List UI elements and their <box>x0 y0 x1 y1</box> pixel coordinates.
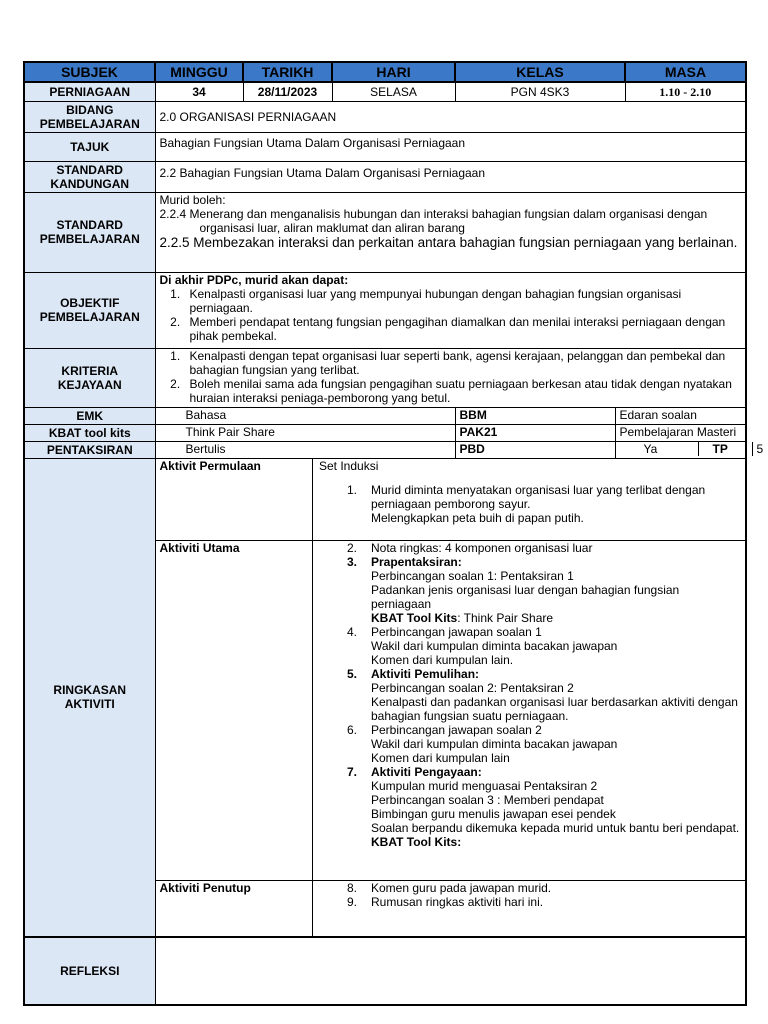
label-objektif: OBJEKTIF PEMBELAJARAN <box>24 272 155 348</box>
value-pak21: Pembelajaran Masteri <box>615 424 746 441</box>
kriteria-item: 1. Kenalpasti dengan tepat organisasi luar seperti bank, agensi kerajaan, pelanggan dan pembekal dan bahagian fungsian yang terlibat. <box>184 349 742 377</box>
title-permulaan: Aktivit Permulaan <box>156 459 313 541</box>
activity-permulaan <box>156 459 746 541</box>
label-emk: EMK <box>24 407 155 424</box>
row-ringkasan <box>24 458 746 937</box>
value-hari: SELASA <box>332 82 455 101</box>
pbd-subtable: Ya TP 5 <box>616 442 753 456</box>
activity-subitem: Soalan berpandu dikemuka kepada murid untuk bantu beri pendapat. <box>371 821 740 835</box>
activity-item: 4. Perbincangan jawapan soalan 1 <box>347 625 542 639</box>
activity-subitem: Kenalpasti dan padankan organisasi luar berdasarkan aktiviti dengan bahagian fungsian suatu perniagaan. <box>371 695 738 723</box>
lesson-plan <box>23 61 764 1006</box>
label-kriteria: KRITERIA KEJAYAAN <box>24 348 155 407</box>
activity-subitem: Komen dari kumpulan lain <box>371 751 510 765</box>
activity-subitem: Wakil dari kumpulan diminta bacakan jawapan <box>371 737 618 751</box>
activity-subitem: Perbincangan soalan 2: Pentaksiran 2 <box>371 681 574 695</box>
list-penutup <box>319 881 741 909</box>
objektif-intro: Di akhir PDPc, murid akan dapat: <box>159 272 349 287</box>
header-kelas: KELAS <box>455 62 625 82</box>
body-penutup <box>313 881 746 936</box>
row-tajuk <box>24 132 746 161</box>
kriteria-list <box>160 349 742 405</box>
value-masa: 1.10 - 2.10 <box>625 82 746 101</box>
row-bidang <box>24 101 746 132</box>
activity-item: 7. Aktiviti Pengayaan: <box>347 765 482 779</box>
list-permulaan <box>319 483 741 525</box>
activity-utama <box>156 541 746 881</box>
header-tarikh: TARIKH <box>243 62 332 82</box>
activity-subitem: KBAT Tool Kits: <box>371 835 462 849</box>
label-pbd: PBD <box>455 441 615 458</box>
label-pentaksiran: PENTAKSIRAN <box>24 441 155 458</box>
label-tajuk: TAJUK <box>24 132 155 161</box>
header-hari: HARI <box>332 62 455 82</box>
activity-subitem: Bimbingan guru menulis jawapan esei pendek <box>371 807 616 821</box>
header-minggu: MINGGU <box>155 62 243 82</box>
activity-subitem: Kumpulan murid menguasai Pentaksiran 2 <box>371 779 598 793</box>
pbd-group <box>615 441 764 458</box>
row-refleksi <box>24 937 746 1005</box>
kriteria-item: 2. Boleh menilai sama ada fungsian pengagihan suatu perniagaan berkesan atau tidak dengan nyatakan huraian interaksi peniaga-pemborong yang betul. <box>184 377 742 405</box>
label-pak21: PAK21 <box>455 424 615 441</box>
label-tp: TP <box>698 442 752 456</box>
activity-item: 1. Murid diminta menyatakan organisasi luar yang terlibat dengan perniagaan pemborong sayur. <box>347 482 706 511</box>
row-kbat <box>24 424 746 441</box>
value-pbd: Ya <box>616 442 699 456</box>
value-objektif <box>155 272 746 348</box>
value-pentaksiran: Bertulis <box>155 441 455 458</box>
activity-subitem: KBAT Tool Kits: Think Pair Share <box>371 611 554 625</box>
value-kelas: PGN 4SK3 <box>455 82 625 101</box>
label-bidang: BIDANG PEMBELAJARAN <box>24 101 155 132</box>
value-minggu: 34 <box>155 82 243 101</box>
activity-subitem: Perbincangan soalan 1: Pentaksiran 1 <box>371 569 574 583</box>
value-sk: 2.2 Bahagian Fungsian Utama Dalam Organisasi Perniagaan <box>155 161 746 192</box>
value-refleksi <box>155 937 746 1005</box>
value-tajuk: Bahagian Fungsian Utama Dalam Organisasi Perniagaan <box>155 132 746 161</box>
activity-item: 8. Komen guru pada jawapan murid. <box>347 881 552 895</box>
row-sp <box>24 192 746 272</box>
value-bbm: Edaran soalan <box>615 407 746 424</box>
activity-subitem: Wakil dari kumpulan diminta bacakan jawapan <box>371 639 618 653</box>
activity-subitem: Komen dari kumpulan lain. <box>371 653 514 667</box>
value-subjek: PERNIAGAAN <box>24 82 155 101</box>
activity-item: 2. Nota ringkas: 4 komponen organisasi luar <box>347 541 593 555</box>
activity-subitem: Padankan jenis organisasi luar dengan bahagian fungsian perniagaan <box>371 583 680 611</box>
row-pentaksiran <box>24 441 746 458</box>
objektif-item: 2. Memberi pendapat tentang fungsian pengagihan diamalkan dan menilai interaksi perniagaan dengan pihak pembekal. <box>184 315 742 343</box>
label-kbat: KBAT tool kits <box>24 424 155 441</box>
header-row <box>24 62 746 82</box>
header-masa: MASA <box>625 62 746 82</box>
activity-item: 3. Prapentaksiran: <box>347 555 462 569</box>
title-penutup: Aktiviti Penutup <box>156 881 313 936</box>
label-ringkasan: RINGKASAN AKTIVITI <box>24 458 155 937</box>
label-sk: STANDARD KANDUNGAN <box>24 161 155 192</box>
value-kriteria <box>155 348 746 407</box>
row-emk <box>24 407 746 424</box>
row-sk <box>24 161 746 192</box>
body-utama <box>313 541 746 881</box>
label-sp: STANDARD PEMBELAJARAN <box>24 192 155 272</box>
sp-item-2: 2.2.5 Membezakan interaksi dan perkaitan antara bahagian fungsian perniagaan yang berlainan. <box>159 234 738 250</box>
activity-subitem: Melengkapkan peta buih di papan putih. <box>371 510 584 525</box>
sp-item-1: 2.2.4 Menerang dan menganalisis hubungan dan interaksi bahagian fungsian dalam organisasi dengan organisasi luar, aliran maklumat dan aliran barang <box>159 206 708 235</box>
value-sp <box>155 192 746 272</box>
header-subjek: SUBJEK <box>24 62 155 82</box>
row-kriteria <box>24 348 746 407</box>
title-utama: Aktiviti Utama <box>156 541 313 881</box>
activity-item: 5. Aktiviti Pemulihan: <box>347 667 480 681</box>
value-tarikh: 28/11/2023 <box>243 82 332 101</box>
row-objektif <box>24 272 746 348</box>
label-bbm: BBM <box>455 407 615 424</box>
label-refleksi: REFLEKSI <box>24 937 155 1005</box>
values-row <box>24 82 746 101</box>
sp-intro: Murid boleh: <box>159 192 226 207</box>
objektif-list <box>160 287 742 343</box>
value-emk: Bahasa <box>155 407 455 424</box>
activity-item: 9. Rumusan ringkas aktiviti hari ini. <box>347 895 544 909</box>
activity-item: 6. Perbincangan jawapan soalan 2 <box>347 723 542 737</box>
activity-table <box>156 459 746 936</box>
ringkasan-body <box>155 458 746 937</box>
body-permulaan <box>313 459 746 541</box>
activity-subitem: Perbincangan soalan 3 : Memberi pendapat <box>371 793 604 807</box>
activity-penutup <box>156 881 746 936</box>
objektif-item: 1. Kenalpasti organisasi luar yang mempunyai hubungan dengan bahagian fungsian organisasi perniagaan. <box>184 287 742 315</box>
value-kbat: Think Pair Share <box>155 424 455 441</box>
set-induksi: Set Induksi <box>319 458 379 473</box>
list-utama <box>319 541 741 849</box>
value-bidang: 2.0 ORGANISASI PERNIAGAAN <box>155 101 746 132</box>
lesson-plan-table <box>23 61 764 1006</box>
